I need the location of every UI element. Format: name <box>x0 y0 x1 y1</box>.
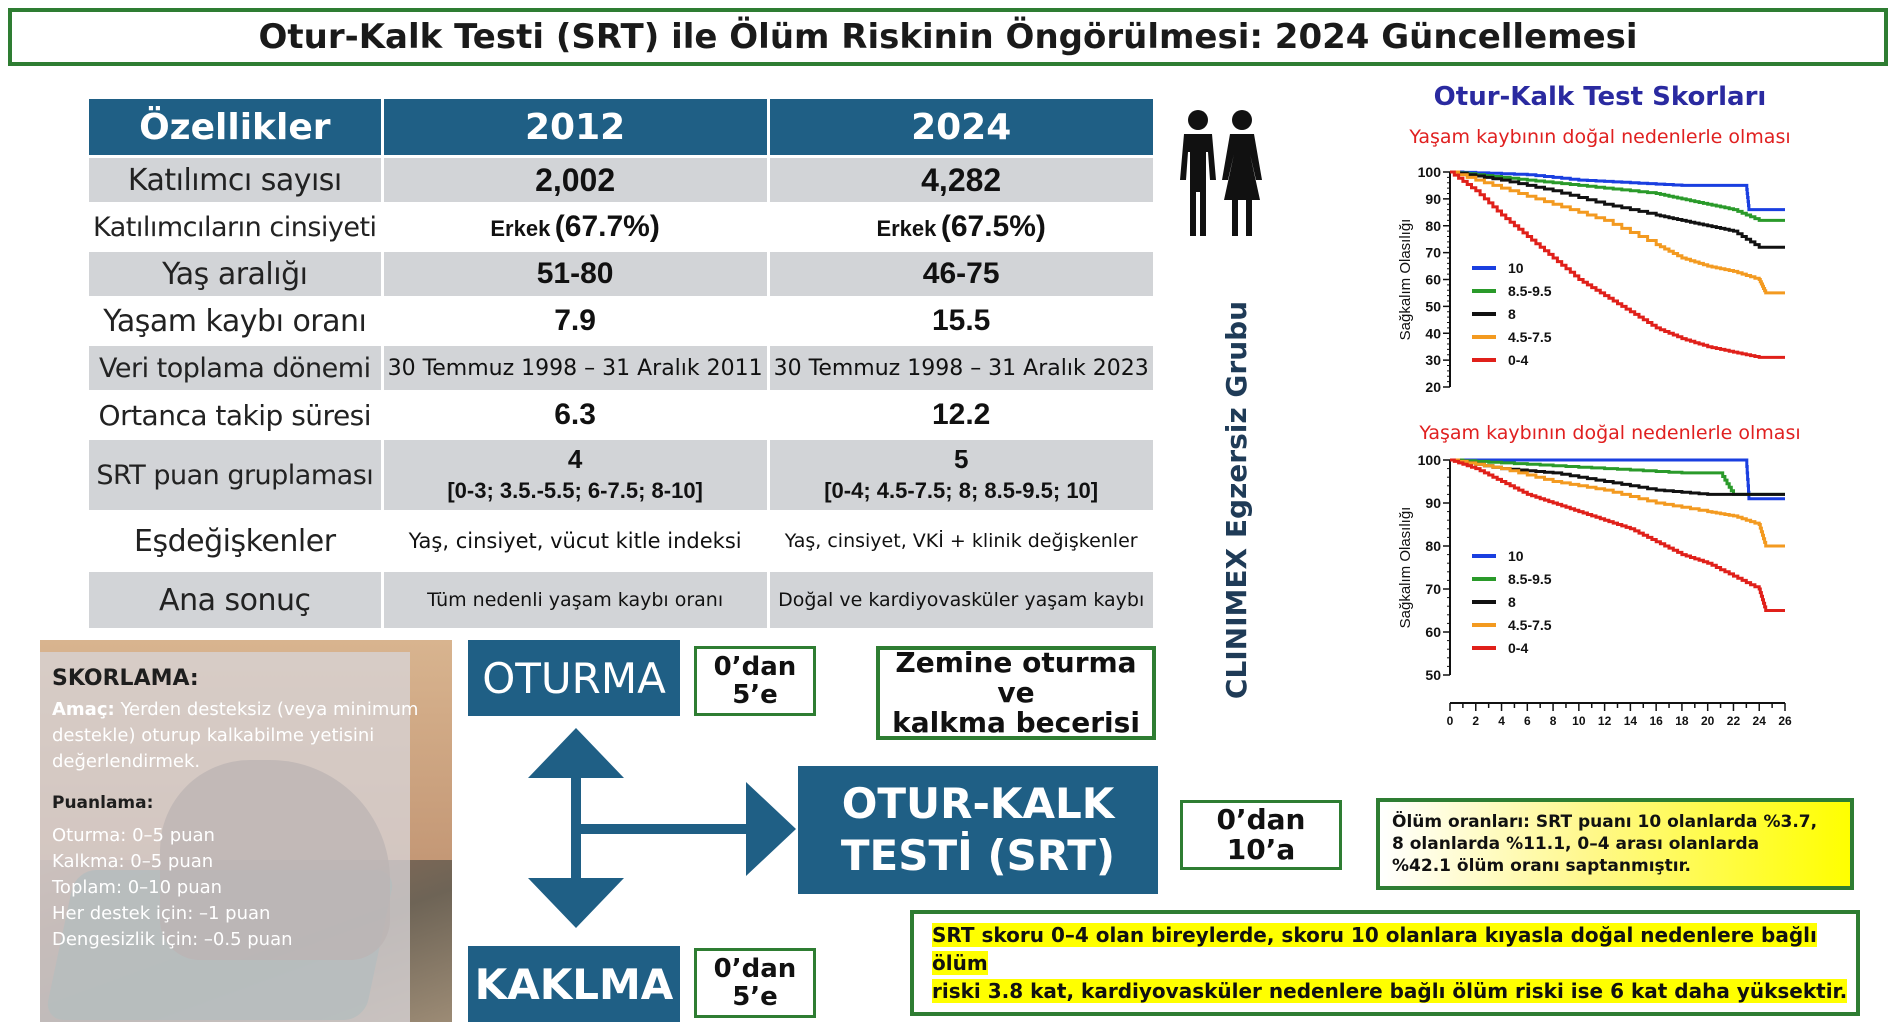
row-label: Ana sonuç <box>89 572 381 628</box>
y-tick-label: 70 <box>1425 244 1441 261</box>
page-title: Otur-Kalk Testi (SRT) ile Ölüm Riskinin Öngörülmesi: 2024 Güncellemesi <box>8 8 1888 66</box>
gender-label: Erkek <box>876 216 937 241</box>
aim-label: Amaç: <box>52 699 115 720</box>
table-row <box>89 513 1153 569</box>
range-line: 5’e <box>732 982 778 1012</box>
mortality-line: %42.1 ölüm oranı saptanmıştır. <box>1392 856 1692 876</box>
table-row <box>89 252 1153 296</box>
y-tick-label: 30 <box>1425 352 1441 369</box>
floor-ability-box <box>876 646 1156 740</box>
floor-line: Zemine oturma ve <box>895 646 1137 709</box>
gender-percent: (67.7%) <box>554 210 660 243</box>
mortality-line: 8 olanlarda %11.1, 0–4 arası olanlarda <box>1392 834 1760 854</box>
y-tick-label: 20 <box>1425 379 1441 395</box>
cell-2012: 6.3 <box>384 393 767 437</box>
comparison-table <box>86 96 1156 631</box>
legend-label: 8 <box>1508 306 1516 322</box>
cell-2012: Yaş, cinsiyet, vücut kitle indeksi <box>384 513 767 569</box>
range-line: 5’e <box>732 680 778 710</box>
x-tick-label: 22 <box>1726 714 1741 728</box>
points-item: Her destek için: –1 puan <box>52 903 271 924</box>
row-label: Katılımcı sayısı <box>89 158 381 202</box>
people-icon <box>1170 108 1270 238</box>
legend-label: 8.5-9.5 <box>1508 283 1552 299</box>
series-line-8.5-9.5 <box>1450 460 1785 494</box>
cell-2024: 12.2 <box>770 393 1153 437</box>
range-line: 0’dan <box>713 652 797 682</box>
mortality-line: Ölüm oranları: SRT puanı 10 olanlarda %3.7, <box>1392 812 1818 832</box>
scoring-photo-panel <box>40 640 452 1022</box>
down-arrow-icon <box>528 878 624 928</box>
y-tick-label: 90 <box>1425 495 1441 511</box>
horizontal-connector <box>571 824 751 834</box>
group-label: CLINIMEX Egzersiz Grubu <box>1220 300 1253 700</box>
cell-2024 <box>770 205 1153 249</box>
table-row <box>89 158 1153 202</box>
range-line: 10’a <box>1226 833 1296 866</box>
sit-range-box <box>694 646 816 716</box>
y-axis-label: Sağkalım Olasılığı <box>1397 506 1414 629</box>
x-tick-label: 4 <box>1498 714 1505 728</box>
cell-2012 <box>384 205 767 249</box>
legend-label: 4.5-7.5 <box>1508 329 1552 345</box>
table-header-row <box>89 99 1153 155</box>
points-item: Oturma: 0–5 puan <box>52 825 215 846</box>
scoring-text <box>52 652 452 953</box>
x-tick-label: 10 <box>1572 714 1586 728</box>
cell-2024: 4,282 <box>770 158 1153 202</box>
legend-label: 0-4 <box>1508 640 1529 656</box>
table-header: 2012 <box>384 99 767 155</box>
right-arrow-icon <box>746 782 796 876</box>
series-line-8 <box>1450 460 1785 494</box>
scoring-aim <box>52 697 452 775</box>
x-tick-label: 24 <box>1752 714 1766 728</box>
y-tick-label: 100 <box>1417 452 1441 468</box>
charts-title: Otur-Kalk Test Skorları <box>1433 82 1767 112</box>
legend-label: 4.5-7.5 <box>1508 617 1552 633</box>
points-item: Dengesizlik için: –0.5 puan <box>52 929 293 950</box>
survival-chart-2 <box>1345 440 1795 740</box>
points-heading: Puanlama: <box>52 793 154 813</box>
y-axis-label: Sağkalım Olasılığı <box>1397 218 1414 341</box>
rise-range-box <box>694 948 816 1018</box>
risk-line: riski 3.8 kat, kardiyovasküler nedenlere bağlı ölüm riski ise 6 kat daha yüksektir. <box>932 979 1848 1003</box>
row-label: Katılımcıların cinsiyeti <box>89 205 381 249</box>
y-tick-label: 100 <box>1417 164 1441 180</box>
table-row <box>89 299 1153 343</box>
y-tick-label: 80 <box>1425 538 1441 554</box>
table-row <box>89 393 1153 437</box>
x-tick-label: 14 <box>1623 714 1638 728</box>
cell-2024 <box>770 440 1153 510</box>
cell-2012: 7.9 <box>384 299 767 343</box>
table-header: 2024 <box>770 99 1153 155</box>
cell-2012: 2,002 <box>384 158 767 202</box>
group-count: 5 <box>953 444 969 474</box>
y-tick-label: 80 <box>1425 217 1441 234</box>
row-label: SRT puan gruplaması <box>89 440 381 510</box>
range-line: 0’dan <box>713 954 797 984</box>
srt-line: OTUR-KALK <box>841 779 1115 828</box>
gender-percent: (67.5%) <box>940 210 1046 243</box>
row-label: Eşdeğişkenler <box>89 513 381 569</box>
legend-label: 8.5-9.5 <box>1508 571 1552 587</box>
x-tick-label: 16 <box>1649 714 1663 728</box>
y-tick-label: 60 <box>1425 271 1441 288</box>
chart-title: Yaşam kaybının doğal nedenlerle olması <box>1419 422 1801 444</box>
x-tick-label: 0 <box>1446 714 1454 728</box>
legend-label: 0-4 <box>1508 352 1529 368</box>
cell-2024: 15.5 <box>770 299 1153 343</box>
y-tick-label: 50 <box>1425 667 1441 683</box>
cell-2012 <box>384 440 767 510</box>
row-label: Veri toplama dönemi <box>89 346 381 390</box>
cell-2024: Doğal ve kardiyovasküler yaşam kaybı <box>770 572 1153 628</box>
row-label: Yaşam kaybı oranı <box>89 299 381 343</box>
y-tick-label: 40 <box>1425 325 1441 342</box>
chart-title: Yaşam kaybının doğal nedenlerle olması <box>1409 126 1791 148</box>
group-ranges: [0-3; 3.5.-5.5; 6-7.5; 8-10] <box>447 478 703 503</box>
arrow-diagram <box>520 728 800 938</box>
cell-2024: 30 Temmuz 1998 – 31 Aralık 2023 <box>770 346 1153 390</box>
y-tick-label: 90 <box>1425 190 1441 207</box>
up-arrow-icon <box>528 728 624 778</box>
x-tick-label: 18 <box>1675 714 1689 728</box>
x-tick-label: 8 <box>1549 714 1557 728</box>
floor-line: kalkma becerisi <box>892 706 1140 739</box>
srt-range-box <box>1180 800 1342 870</box>
cell-2012: Tüm nedenli yaşam kaybı oranı <box>384 572 767 628</box>
series-line-0-4 <box>1450 172 1785 357</box>
x-tick-label: 6 <box>1523 714 1531 728</box>
y-tick-label: 70 <box>1425 581 1441 597</box>
range-line: 0’dan <box>1216 803 1306 836</box>
x-tick-label: 20 <box>1701 714 1715 728</box>
table-row <box>89 346 1153 390</box>
legend-label: 10 <box>1508 260 1524 276</box>
y-tick-label: 50 <box>1425 298 1441 315</box>
survival-chart-1 <box>1345 150 1795 405</box>
table-row <box>89 440 1153 510</box>
scoring-heading: SKORLAMA: <box>52 666 199 691</box>
legend-label: 10 <box>1508 548 1524 564</box>
row-label: Ortanca takip süresi <box>89 393 381 437</box>
table-row <box>89 572 1153 628</box>
gender-label: Erkek <box>490 216 551 241</box>
sit-box: OTURMA <box>468 640 680 716</box>
cell-2024: 46-75 <box>770 252 1153 296</box>
x-tick-label: 12 <box>1597 714 1612 728</box>
risk-box <box>910 910 1860 1016</box>
group-ranges: [0-4; 4.5-7.5; 8; 8.5-9.5; 10] <box>824 478 1099 503</box>
srt-box <box>798 766 1158 894</box>
x-tick-label: 2 <box>1472 714 1480 728</box>
cell-2024: Yaş, cinsiyet, VKİ + klinik değişkenler <box>770 513 1153 569</box>
points-item: Kalkma: 0–5 puan <box>52 851 214 872</box>
table-header: Özellikler <box>89 99 381 155</box>
rise-box: KAKLMA <box>468 946 680 1022</box>
row-label: Yaş aralığı <box>89 252 381 296</box>
risk-line: SRT skoru 0–4 olan bireylerde, skoru 10 olanlara kıyasla doğal nedenlere bağlı ölüm <box>932 923 1817 975</box>
x-tick-label: 26 <box>1778 714 1792 728</box>
cell-2012: 30 Temmuz 1998 – 31 Aralık 2011 <box>384 346 767 390</box>
table-row <box>89 205 1153 249</box>
srt-line: TESTİ (SRT) <box>840 831 1116 880</box>
points-item: Toplam: 0–10 puan <box>52 877 223 898</box>
cell-2012: 51-80 <box>384 252 767 296</box>
series-line-4.5-7.5 <box>1450 460 1785 546</box>
legend-label: 8 <box>1508 594 1516 610</box>
mortality-box <box>1376 798 1854 890</box>
aim-text: Yerden desteksiz (veya minimum destekle) oturup kalkabilme yetisini değerlendirmek. <box>52 699 419 772</box>
group-count: 4 <box>567 444 583 474</box>
y-tick-label: 60 <box>1425 624 1441 640</box>
